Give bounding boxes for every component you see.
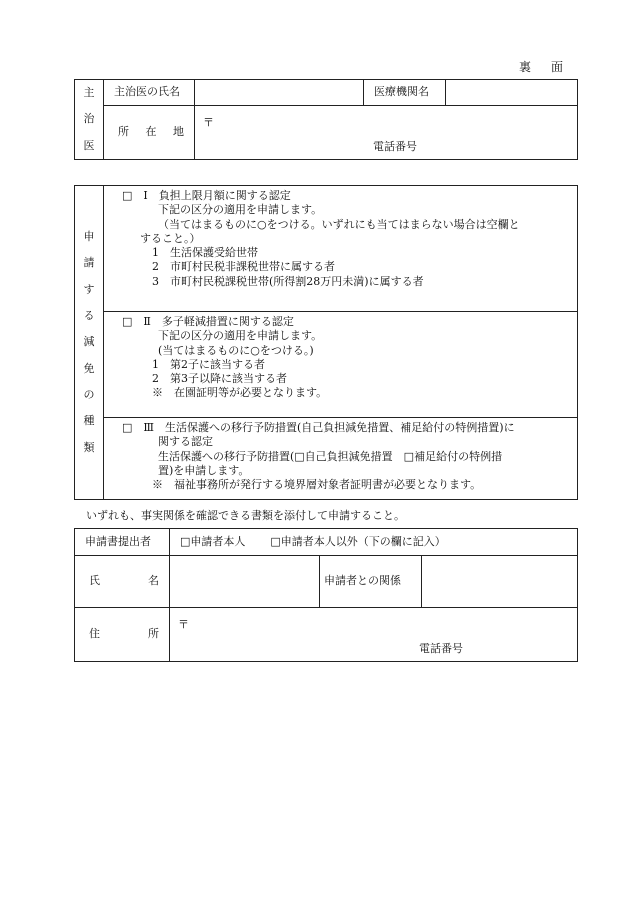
option-self[interactable]: □申請者本人: [180, 534, 246, 548]
submitter-table: [74, 528, 578, 662]
doctor-name-field[interactable]: [195, 80, 364, 106]
section-3-apply[interactable]: 生活保護への移行予防措置(□自己負担減免措置 □補足給付の特例措: [158, 449, 503, 463]
doctor-phone-label: 電話番号: [373, 140, 417, 153]
section-1-item-1[interactable]: 1 生活保護受給世帯: [152, 246, 258, 260]
doctor-vertical-label: 主 治 医: [75, 80, 104, 160]
relation-field[interactable]: [422, 556, 578, 608]
submitter-postal-mark: 〒: [178, 618, 189, 631]
section-3-title-cont: 関する認定: [158, 435, 213, 449]
section-1-instruction: （当てはまるものに○をつける。いずれにも当てはまらない場合は空欄と: [158, 217, 520, 231]
submitter-label: 申請書提出者: [75, 529, 170, 556]
section-2-instruction: (当てはまるものに○をつける。): [158, 343, 314, 357]
submitter-address-label: 住 所: [75, 608, 170, 662]
section-3-note: ※ 福祉事務所が発行する境界層対象者証明書が必要となります。: [152, 478, 482, 492]
institution-field[interactable]: [446, 80, 578, 106]
section-3: [104, 418, 578, 500]
section-2-apply: 下記の区分の適用を申請します。: [158, 329, 323, 343]
section-2: [104, 312, 578, 418]
attach-note: いずれも、事実関係を確認できる書類を添付して申請すること。: [86, 509, 405, 522]
section-2-item-1[interactable]: 1 第2子に該当する者: [152, 357, 265, 371]
section-1-item-3[interactable]: 3 市町村民税課税世帯(所得割28万円未満)に属する者: [152, 274, 424, 288]
submitter-options: [170, 529, 578, 556]
section-1-item-2[interactable]: 2 市町村民税非課税世帯に属する者: [152, 260, 335, 274]
section-3-title[interactable]: □ Ⅲ 生活保護への移行予防措置(自己負担減免措置、補足給付の特例措置)に: [122, 421, 515, 434]
submitter-phone-label: 電話番号: [419, 642, 463, 655]
section-1: [104, 186, 578, 312]
reduction-table: [74, 185, 578, 500]
section-2-note: ※ 在園証明等が必要となります。: [152, 386, 328, 400]
option-other[interactable]: □申請者本人以外（下の欄に記入）: [270, 534, 446, 548]
reduction-vertical-label: 申 請 す る 減 免 の 種 類: [75, 186, 104, 500]
section-2-item-2[interactable]: 2 第3子以降に該当する者: [152, 372, 287, 386]
section-2-title[interactable]: □ Ⅱ 多子軽減措置に関する認定: [122, 315, 294, 328]
submitter-name-label: 氏 名: [75, 556, 170, 608]
doctor-address-field[interactable]: [195, 106, 578, 160]
postal-mark: 〒: [203, 116, 214, 129]
doctor-table: [74, 79, 578, 160]
page-side-label: 裏 面: [519, 60, 568, 74]
submitter-address-field[interactable]: [170, 608, 578, 662]
doctor-address-label: 所 在 地: [104, 106, 195, 160]
submitter-name-field[interactable]: [170, 556, 320, 608]
relation-label: 申請者との関係: [320, 556, 422, 608]
section-1-title[interactable]: □ Ⅰ 負担上限月額に関する認定: [122, 189, 291, 202]
section-3-apply-cont: 置)を申請します。: [158, 463, 250, 477]
section-1-apply: 下記の区分の適用を申請します。: [158, 203, 323, 217]
section-1-instruction-cont: すること。）: [140, 231, 201, 245]
institution-label: 医療機関名: [364, 80, 446, 106]
doctor-name-label: 主治医の氏名: [104, 80, 195, 106]
